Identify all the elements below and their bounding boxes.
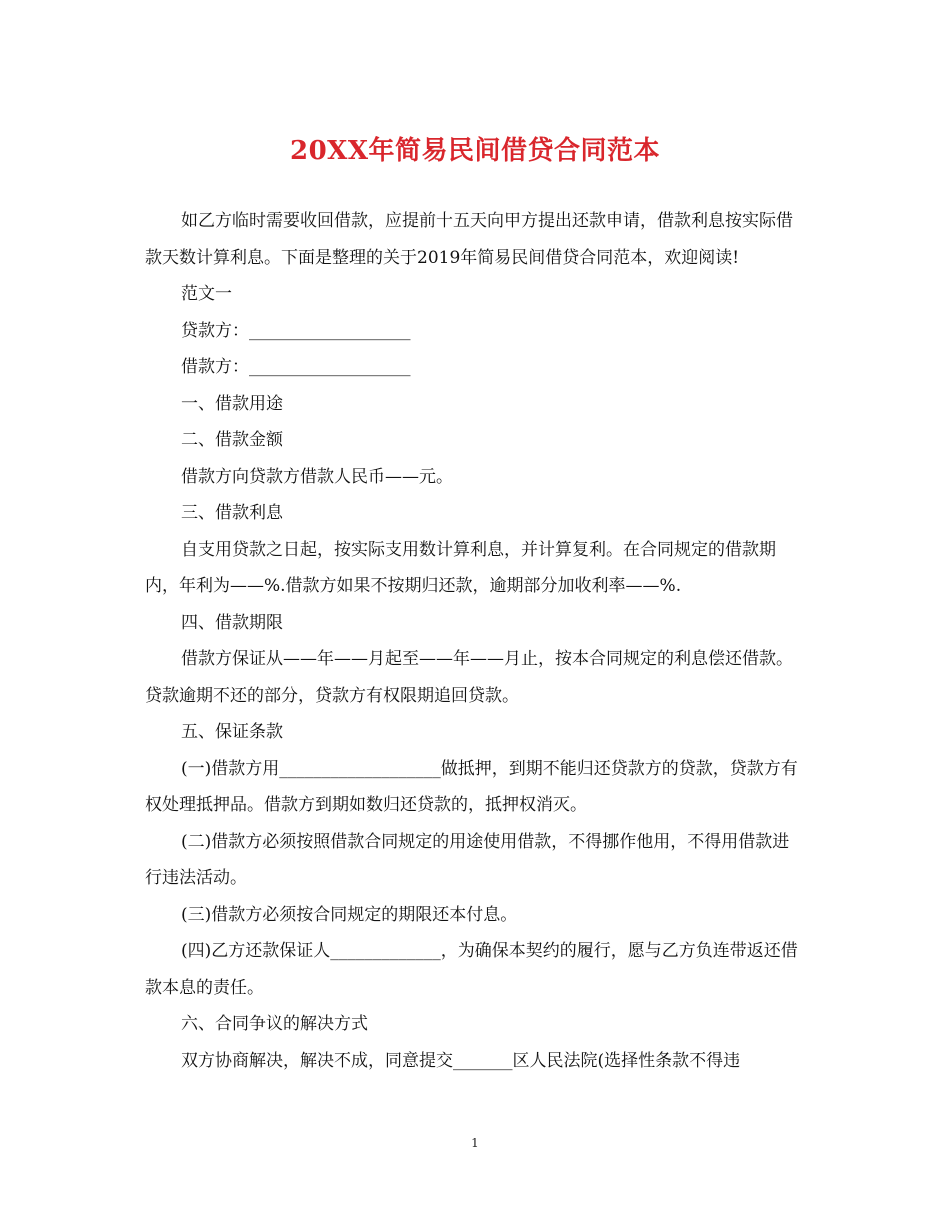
paragraph-intro: 如乙方临时需要收回借款，应提前十五天向甲方提出还款申请，借款利息按实际借款天数计算利息。下面是整理的关于2019年简易民间借贷合同范本，欢迎阅读!: [145, 211, 793, 268]
paragraph-lender: 贷款方：___________________: [181, 320, 411, 341]
section-heading-dispute: 六、合同争议的解决方式: [181, 1014, 368, 1034]
page-number: 1: [471, 1136, 479, 1150]
paragraph-guarantee-2: (二)借款方必须按照借款合同规定的用途使用借款，不得挪作他用，不得用借款进行违法活动。: [145, 831, 790, 888]
paragraph-guarantee-3: (三)借款方必须按合同规定的期限还本付息。: [181, 904, 518, 925]
paragraph-guarantee-1: (一)借款方用___________________做抵押，到期不能归还贷款方的贷款，贷款方有权处理抵押品。借款方到期如数归还贷款的，抵押权消灭。: [145, 758, 798, 815]
paragraph-guarantee-4: (四)乙方还款保证人_____________，为确保本契约的履行，愿与乙方负连带返还借款本息的责任。: [145, 941, 798, 998]
paragraph-borrower: 借款方：___________________: [181, 357, 411, 377]
section-heading-purpose: 一、借款用途: [181, 393, 283, 414]
document-body: [145, 203, 805, 1079]
paragraph-dispute: 双方协商解决，解决不成，同意提交_______区人民法院(选择性条款不得违: [181, 1050, 741, 1071]
document-title: 20XX年简易民间借贷合同范本: [289, 136, 661, 166]
section-heading-amount: 二、借款金额: [181, 430, 283, 450]
section-heading-guarantee: 五、保证条款: [181, 722, 283, 742]
section-heading-interest: 三、借款利息: [181, 503, 283, 523]
paragraph-amount: 借款方向贷款方借款人民币——元。: [181, 466, 453, 487]
paragraph-sample-heading: 范文一: [181, 284, 232, 304]
paragraph-interest: 自支用贷款之日起，按实际支用数计算利息，并计算复利。在合同规定的借款期内，年利为——%.借款方如果不按期归还款，逾期部分加收利率——%.: [145, 539, 776, 596]
section-heading-term: 四、借款期限: [181, 612, 283, 633]
paragraph-term: 借款方保证从——年——月起至——年——月止，按本合同规定的利息偿还借款。贷款逾期不还的部分，贷款方有权限期追回贷款。: [145, 649, 793, 706]
